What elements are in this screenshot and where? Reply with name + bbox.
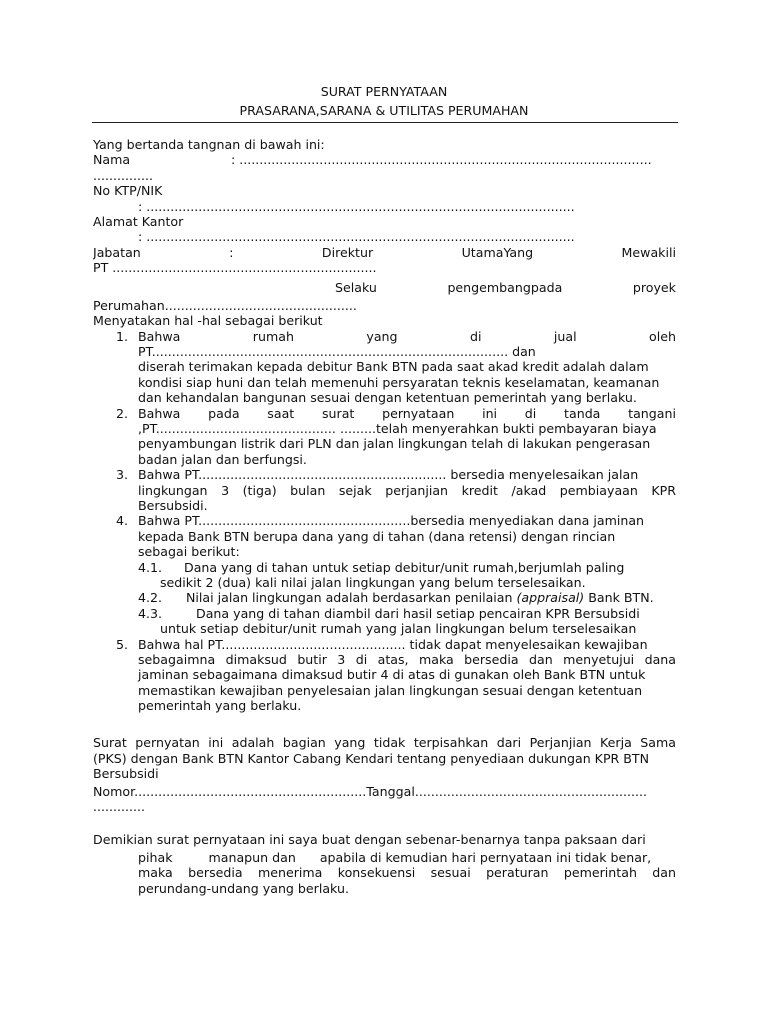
nomor-continuation: ............. [93,799,146,815]
sub-item-text-post: Bank BTN. [584,590,654,606]
perumahan-line: Perumahan................................................ [93,297,357,313]
title-rule [92,122,678,123]
jabatan-line [93,245,676,260]
selaku-word: Selaku [335,279,377,295]
intro-line: Yang bertanda tangnan di bawah ini: [93,137,325,152]
sub-item-text [186,590,676,605]
list-item-3-line-3: Bersubsidi. [138,497,208,513]
list-item-3 [93,467,676,482]
list-item-text: Bahwa hal PT.............................................. tidak dapat menyelesaikan kewajiban [138,636,648,652]
closing-line-1: Demikian surat pernyataan ini saya buat dengan sebenar-benarnya tanpa paksaan dari [93,832,646,848]
list-item-2-line-2: ,PT............................................. .........telah menyerahkan bukti pembayaran biaya [138,421,657,437]
sub-item-4-2 [93,590,676,605]
list-item-5 [93,637,676,652]
pengembang-word: pengembangpada [447,279,563,295]
list-item-1-line-4: kondisi siap huni dan telah memenuhi persyaratan teknis keselamatan, keamanan [138,374,660,390]
paragraph-2-line-1: Surat pernyatan ini adalah bagian yang tidak terpisahkan dari Perjanjian Kerja Sama [93,735,676,751]
list-item-2-line-4: badan jalan dan berfungsi. [138,451,307,467]
sub-item-text: Dana yang di tahan diambil dari hasil setiap pencairan KPR Bersubsidi [196,605,640,621]
list-item-text [138,329,676,344]
word: di [469,328,482,344]
nama-continuation: ............... [93,167,154,183]
list-item-number: 1. [116,328,129,344]
sub-item-4-3 [93,606,676,621]
list-item-number: 3. [116,467,129,483]
sub-item-4-3-line-2: untuk setiap debitur/unit rumah yang jalan lingkungan belum terselesaikan [160,621,637,637]
nama-row [93,152,676,167]
spacer [93,713,676,735]
word: yang [366,328,398,344]
jabatan-label: Jabatan [93,244,141,260]
list-item-2-line-3: penyambungan listrik dari PLN dan jalan lingkungan telah di lakukan pengerasan [138,436,651,452]
closing-line-3: maka bersedia menerima konsekuensi sesuai peraturan pemerintah dan [138,865,676,881]
list-item-1 [93,329,676,344]
document-body [93,137,676,896]
paragraph-2-line-3: Bersubsidi [93,766,159,782]
sub-item-4-1-line-2: sedikit 2 (dua) kali nilai jalan lingkungan yang belum terselesaikan. [160,574,586,590]
jabatan-word-direktur: Direktur [321,244,374,260]
sub-item-text: Dana yang di tahan untuk setiap debitur/unit rumah,berjumlah paling [184,559,625,575]
list-item-number: 2. [116,405,129,421]
list-item-1-line-5: dan kehandalan bangunan sesuai dengan ketentuan pemerintah yang berlaku. [138,390,637,406]
pt-line: PT .................................................................. [93,260,377,276]
menyatakan-line: Menyatakan hal -hal sebagai berikut [93,313,323,329]
list-item-5-line-2: sebagaimna dimaksud butir 3 di atas, maka bersedia dan menyetujui dana [138,651,676,667]
closing-line-2 [93,850,676,865]
list-item-number: 5. [116,636,129,652]
closing-word-pihak: pihak [138,849,173,865]
word: Bahwa [138,328,181,344]
paragraph-2-line-2: (PKS) dengan Bank BTN Kantor Cabang Kendari tentang penyediaan dukungan KPR BTN [93,750,650,766]
alamat-value: : ........................................................................................................... [138,229,575,245]
nomor-tanggal-line: Nomor..........................................................Tanggal.......................................................... [93,783,648,799]
selaku-line [93,280,676,295]
list-item-5-line-4: memastikan kewajiban penyelesaian jalan lingkungan sesuai dengan ketentuan [138,682,643,698]
list-item-5-line-3: jaminan sebagaimana dimaksud butir 4 di atas di gunakan oleh Bank BTN untuk [138,667,646,683]
list-item-4-line-3: sebagai berikut: [138,544,240,560]
ktp-label: No KTP/NIK [93,183,163,199]
jabatan-colon: : [229,244,234,260]
list-item-1-line-2: PT......................................................................................... dan [138,344,536,360]
closing-line-4: perundang-undang yang berlaku. [138,880,349,896]
list-item-5-line-5: pemerintah yang berlaku. [138,698,302,714]
proyek-word: proyek [632,279,676,295]
word: rumah [252,328,294,344]
jabatan-word-utamayang: UtamaYang [461,244,534,260]
list-item-text: Bahwa PT.............................................................. bersedia menyelesaikan jalan [138,467,639,483]
list-item-number: 4. [116,513,129,529]
list-item-2 [93,406,676,421]
spacer [93,814,676,832]
alamat-label: Alamat Kantor [93,213,184,229]
title-line-2: PRASARANA,SARANA & UTILITAS PERUMAHAN [239,103,529,118]
nama-value: : ....................................................................................................... [231,152,652,168]
closing-words-rest: apabila di kemudian hari pernyataan ini tidak benar, [319,849,652,865]
nama-label: Nama [93,152,131,168]
title-line-1: SURAT PERNYATAAN [320,84,448,99]
list-item-text: Bahwa PT.....................................................bersedia menyediakan dana jaminan [138,513,645,529]
appraisal-italic: (appraisal) [516,590,585,606]
sub-item-number: 4.2. [138,590,163,606]
sub-item-number: 4.1. [138,559,163,575]
sub-item-number: 4.3. [138,605,163,621]
list-item-4 [93,513,676,528]
jabatan-word-mewakili: Mewakili [621,244,676,260]
list-item-text: Bahwa pada saat surat pernyataan ini di tanda tangani [138,405,676,421]
ktp-value: : ........................................................................................................... [138,198,575,214]
word: oleh [649,328,676,344]
list-item-3-line-2: lingkungan 3 (tiga) bulan sejak perjanjian kredit /akad pembiayaan KPR [138,482,676,498]
sub-item-4-1 [93,560,676,575]
sub-item-text-pre: Nilai jalan lingkungan adalah berdasarkan penilaian [186,590,517,606]
list-item-4-line-2: kepada Bank BTN berupa dana yang di tahan (dana retensi) dengan rincian [138,528,616,544]
list-item-1-line-3: diserah terimakan kepada debitur Bank BTN pada saat akad kredit adalah dalam [138,359,649,375]
word: jual [553,328,577,344]
closing-word-manapun: manapun dan [208,849,296,865]
